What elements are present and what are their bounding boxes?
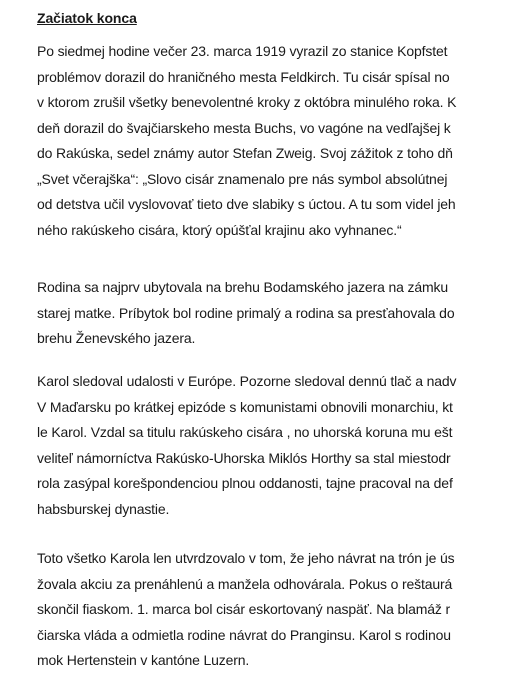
text-line: Po siedmej hodine večer 23. marca 1919 vyrazil zo stanice Kopfstet bbox=[37, 43, 448, 59]
text-line: brehu Ženevského jazera. bbox=[37, 330, 196, 346]
text-line: skončil fiaskom. 1. marca bol cisár eskortovaný naspäť. Na blamáž r bbox=[37, 601, 451, 617]
text-line: mok Hertenstein v kantóne Luzern. bbox=[37, 652, 250, 668]
text-line: čiarska vláda a odmietla rodine návrat do Pranginsu. Karol s rodinou bbox=[37, 626, 451, 643]
text-line: deň dorazil do švajčiarskeho mesta Buchs, vo vagóne na vedľajšej k bbox=[37, 119, 451, 136]
text-line: „Svet včerajška“: „Slovo cisár znamenalo pre nás symbol absolútnej bbox=[37, 170, 448, 187]
text-line: do Rakúska, sedel známy autor Stefan Zweig. Svoj zážitok z toho dň bbox=[37, 145, 453, 161]
text-line: problémov dorazil do hraničného mesta Feldkirch. Tu cisár spísal no bbox=[37, 68, 450, 85]
text-line: žovala akciu za prenáhlenú a manžela odhovárala. Pokus o reštaurá bbox=[37, 575, 453, 592]
paragraph-3 bbox=[37, 369, 456, 522]
text-line: v ktorom zrušil všetky benevolentné kroky z októbra minulého roka. K bbox=[37, 94, 457, 110]
text-line: ného rakúskeho cisára, ktorý opúšťal krajinu ako vyhnanec.“ bbox=[37, 221, 402, 238]
text-line: Toto všetko Karola len utvrdzovalo v tom, že jeho návrat na trón je ús bbox=[37, 550, 455, 566]
text-line: Karol sledoval udalosti v Európe. Pozorne sledoval dennú tlač a nadv bbox=[37, 373, 457, 389]
text-line: le Karol. Vzdal sa titulu rakúskeho cisára , no uhorská koruna mu ešt bbox=[37, 424, 453, 440]
text-line: habsburskej dynastie. bbox=[37, 500, 170, 517]
text-line: od detstva učil vyslovovať tieto dve slabiky s úctou. A tu som videl jeh bbox=[37, 196, 456, 212]
section-heading: Začiatok konca bbox=[37, 10, 137, 26]
text-line: veliteľ námorníctva Rakúsko-Uhorska Miklós Horthy sa stal miestodr bbox=[37, 449, 451, 466]
text-line: rola zasýpal korešpondenciou plnou oddanosti, tajne pracoval na def bbox=[37, 475, 453, 491]
text-line: V Maďarsku po krátkej epizóde s komunistami obnovili monarchiu, kt bbox=[37, 398, 453, 415]
paragraph-2 bbox=[37, 275, 454, 352]
document-page bbox=[37, 0, 517, 690]
text-line: Rodina sa najprv ubytovala na brehu Bodamského jazera na zámku bbox=[37, 279, 448, 295]
text-line: starej matke. Príbytok bol rodine primalý a rodina sa presťahovala do bbox=[37, 304, 455, 321]
paragraph-1 bbox=[37, 39, 456, 243]
paragraph-4 bbox=[37, 546, 455, 674]
